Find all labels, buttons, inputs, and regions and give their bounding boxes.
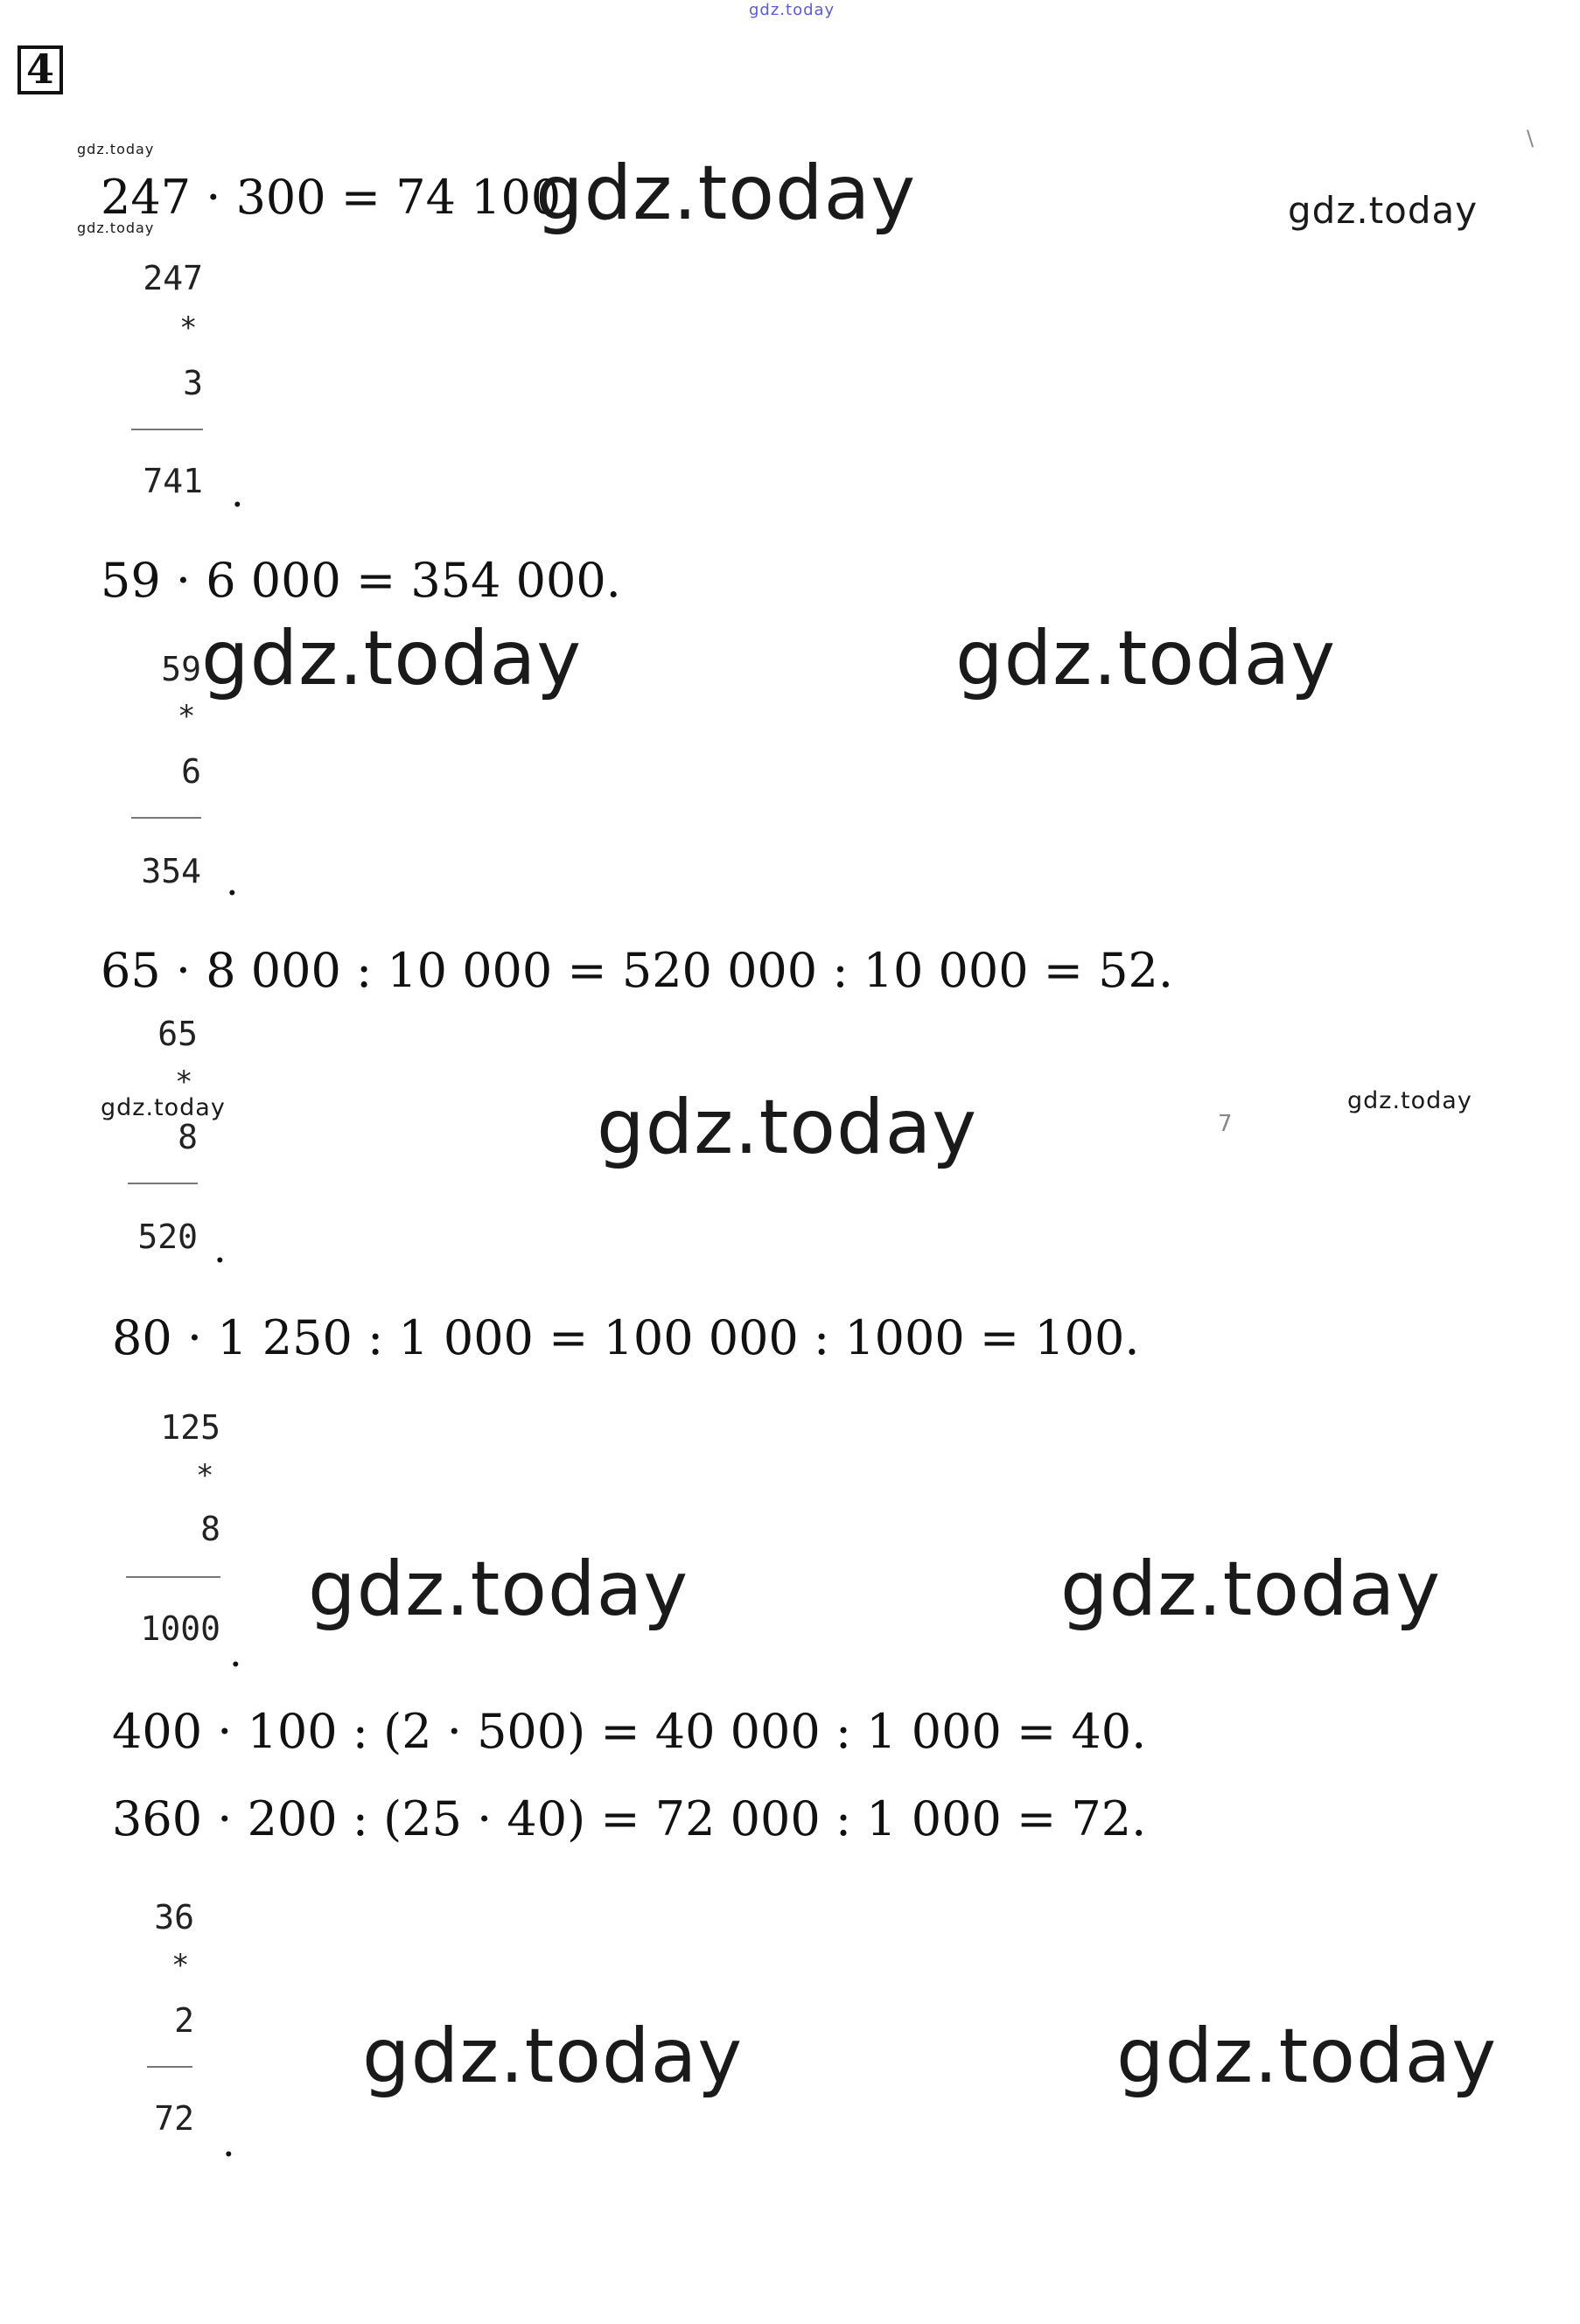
watermark-large: gdz.today: [535, 150, 917, 237]
watermark-large: gdz.today: [597, 1084, 978, 1171]
calc-bottom-number: 8: [200, 1510, 220, 1548]
calc-bottom-number: 8: [178, 1118, 198, 1156]
calc-operator: *: [175, 1064, 193, 1099]
calc-result: 72: [154, 2099, 194, 2138]
calc-dot: .: [222, 2118, 235, 2166]
stray-seven-mark: 7: [1218, 1111, 1233, 1137]
watermark-large: gdz.today: [1060, 1546, 1442, 1633]
equation-3: 65 · 8 000 : 10 000 = 520 000 : 10 000 = 52.: [101, 943, 1174, 998]
calc-operator: *: [196, 1458, 214, 1493]
calc-operator: *: [179, 311, 198, 345]
calc-rule: [131, 429, 203, 430]
watermark-small: gdz.today: [77, 141, 155, 157]
calc-result: 1000: [140, 1609, 220, 1648]
stray-tick-mark: \: [1527, 126, 1535, 150]
watermark-large: gdz.today: [1116, 2013, 1498, 2100]
calc-operator: *: [171, 1948, 190, 1983]
calc-bottom-number: 6: [181, 752, 201, 791]
watermark-large: gdz.today: [362, 2013, 744, 2100]
equation-4: 80 · 1 250 : 1 000 = 100 000 : 1000 = 100.: [112, 1310, 1140, 1365]
watermark-medium: gdz.today: [1288, 189, 1479, 232]
watermark-small: gdz.today: [77, 220, 155, 236]
calc-top-number: 65: [157, 1015, 198, 1053]
watermark-small: gdz.today: [101, 1094, 226, 1121]
calc-bottom-number: 2: [174, 2001, 194, 2040]
calc-top-number: 125: [160, 1408, 220, 1447]
watermark-large: gdz.today: [955, 615, 1337, 702]
calc-result: 354: [141, 852, 201, 890]
watermark-small: gdz.today: [1347, 1087, 1472, 1114]
calc-rule: [128, 1183, 198, 1184]
calc-rule: [147, 2066, 192, 2068]
equation-6: 360 · 200 : (25 · 40) = 72 000 : 1 000 = 72.: [112, 1791, 1147, 1846]
watermark-large: gdz.today: [201, 615, 583, 702]
calc-result: 520: [137, 1218, 198, 1256]
calc-operator: *: [178, 699, 196, 734]
calc-dot: .: [226, 857, 239, 904]
calc-top-number: 36: [154, 1898, 194, 1937]
watermark-top: gdz.today: [749, 1, 835, 19]
task-number-box: 4: [17, 45, 63, 94]
calc-dot: .: [213, 1225, 227, 1272]
equation-1: 247 · 300 = 74 100.: [101, 170, 577, 225]
calc-top-number: 59: [161, 650, 201, 688]
watermark-large: gdz.today: [308, 1546, 689, 1633]
calc-bottom-number: 3: [183, 364, 203, 402]
calc-result: 741: [143, 462, 203, 500]
equation-5: 400 · 100 : (2 · 500) = 40 000 : 1 000 = 40.: [112, 1704, 1147, 1759]
calc-rule: [126, 1576, 220, 1578]
calc-dot: .: [231, 469, 244, 516]
calc-rule: [131, 817, 201, 819]
calc-top-number: 247: [143, 259, 203, 297]
equation-2: 59 · 6 000 = 354 000.: [101, 553, 621, 608]
calc-dot: .: [229, 1629, 242, 1676]
